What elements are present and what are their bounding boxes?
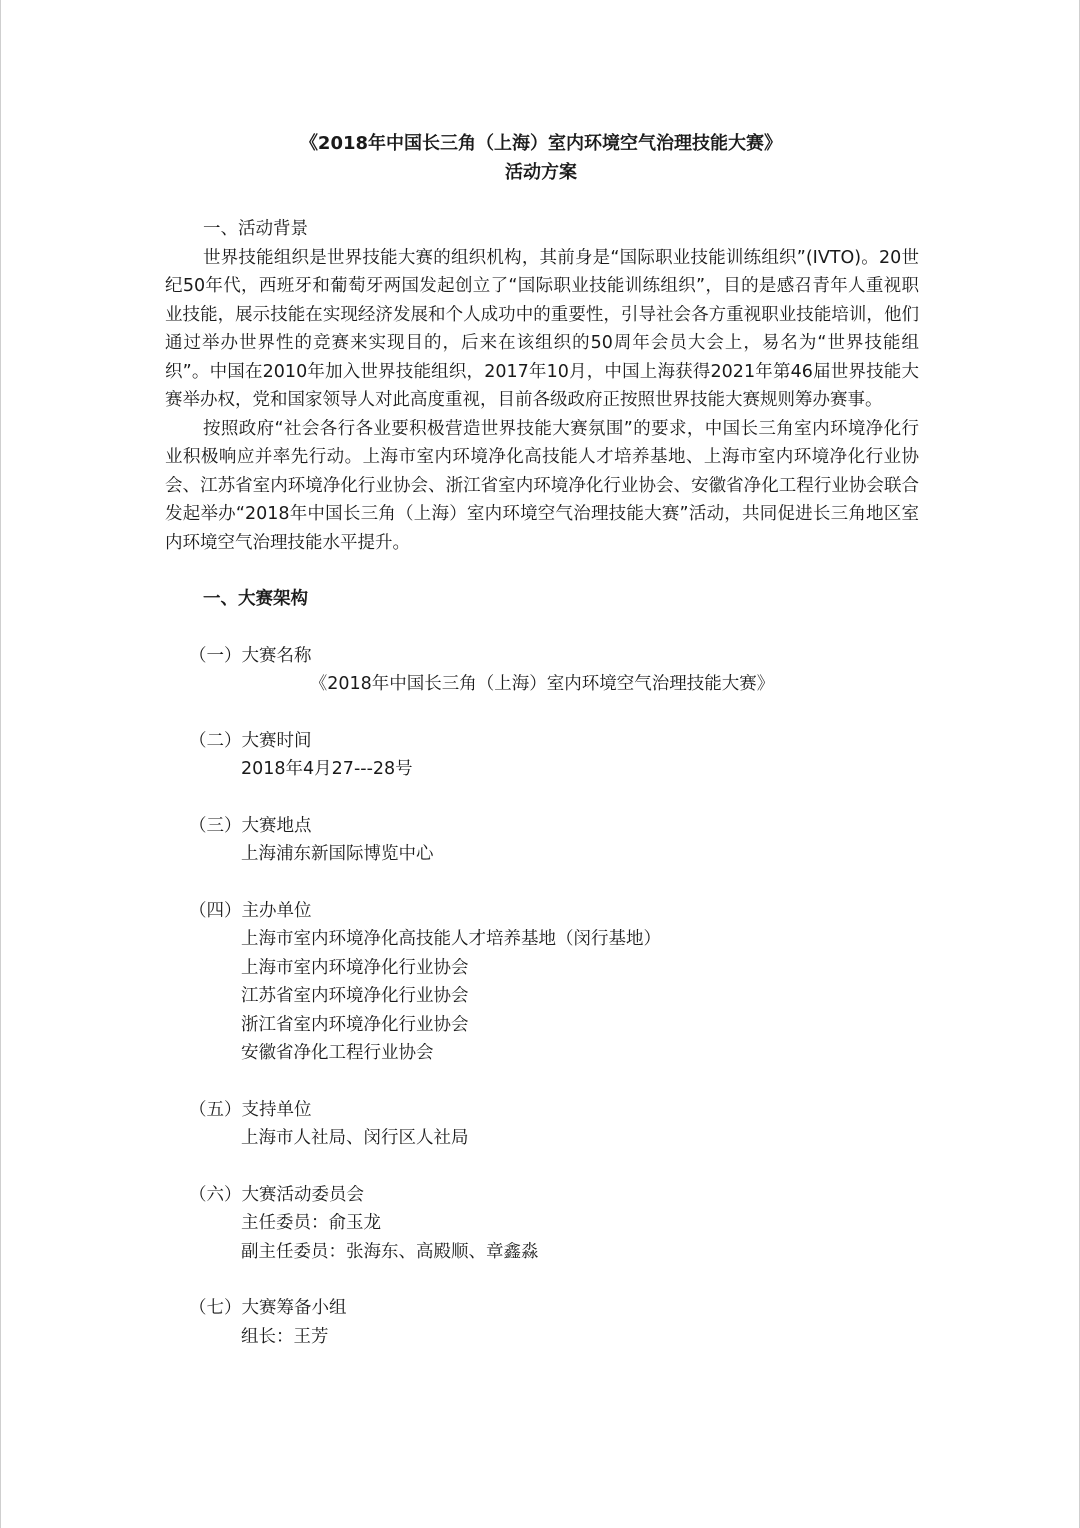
contest-place-value: 上海浦东新国际博览中心 <box>241 844 434 864</box>
committee-director: 主任委员：俞玉龙 <box>241 1213 381 1233</box>
document-body <box>165 215 919 1351</box>
host-unit-item: 安徽省净化工程行业协会 <box>241 1043 434 1063</box>
background-paragraph-1: 世界技能组织是世界技能大赛的组织机构，其前身是“国际职业技能训练组织”(IVTO)。20世纪50年代，西班牙和葡萄牙两国发起创立了“国际职业技能训练组织”，目的是感召青年人重视职业技能，展示技能在实现经济发展和个人成功中的重要性，引导社会各方重视职业技能培训，他们通过举办世界性的竞赛来实现目的，后来在该组织的50周年会员大会上，易名为“世界技能组织”。中国在2010年加入世界技能组织，2017年10月，中国上海获得2021年第46届世界技能大赛举办权，党和国家领导人对此高度重视，目前各级政府正按照世界技能大赛规则筹办赛事。 <box>165 247 919 410</box>
contest-time-label: （二）大赛时间 <box>189 730 312 751</box>
section-heading-structure: 一、大赛架构 <box>203 589 308 609</box>
host-unit-item: 浙江省室内环境净化行业协会 <box>241 1014 469 1035</box>
document-subtitle: 活动方案 <box>505 162 577 183</box>
section-heading-background: 一、活动背景 <box>203 219 308 239</box>
contest-place-label: （三）大赛地点 <box>189 815 312 836</box>
background-paragraph-2: 按照政府“社会各行各业要积极营造世界技能大赛氛围”的要求，中国长三角室内环境净化行业积极响应并率先行动。上海市室内环境净化高技能人才培养基地、上海市室内环境净化行业协会、江苏省室内环境净化行业协会、浙江省室内环境净化行业协会、安徽省净化工程行业协会联合发起举办“2018年中国长三角（上海）室内环境空气治理技能大赛”活动，共同促进长三角地区室内环境空气治理技能水平提升。 <box>165 418 919 553</box>
support-units-label: （五）支持单位 <box>189 1099 312 1120</box>
contest-time-value: 2018年4月27---28号 <box>241 759 413 779</box>
host-units-label: （四）主办单位 <box>189 900 312 921</box>
prep-group-leader: 组长：王芳 <box>241 1326 329 1347</box>
committee-label: （六）大赛活动委员会 <box>189 1184 364 1205</box>
contest-name-value: 《2018年中国长三角（上海）室内环境空气治理技能大赛》 <box>309 674 775 694</box>
support-units-value: 上海市人社局、闵行区人社局 <box>241 1128 469 1148</box>
document-title: 《2018年中国长三角（上海）室内环境空气治理技能大赛》 <box>299 133 783 154</box>
contest-name-label: （一）大赛名称 <box>189 645 312 666</box>
prep-group-label: （七）大赛筹备小组 <box>189 1298 347 1318</box>
host-unit-item: 上海市室内环境净化高技能人才培养基地（闵行基地） <box>241 929 661 949</box>
host-unit-item: 江苏省室内环境净化行业协会 <box>241 986 469 1006</box>
host-unit-item: 上海市室内环境净化行业协会 <box>241 957 469 978</box>
committee-deputy: 副主任委员：张海东、高殿顺、章鑫淼 <box>241 1241 539 1262</box>
